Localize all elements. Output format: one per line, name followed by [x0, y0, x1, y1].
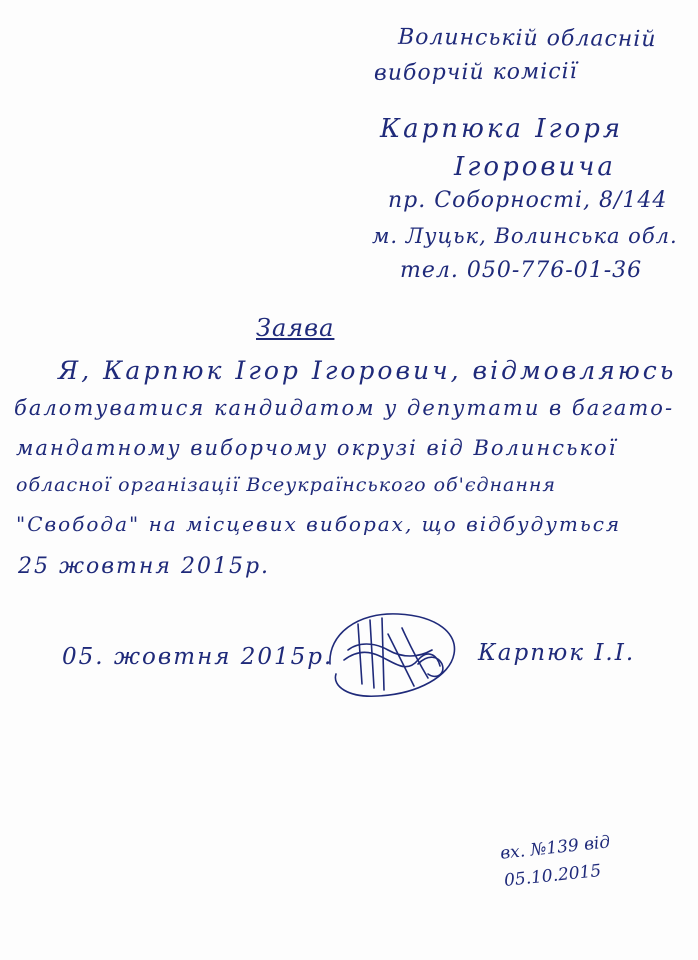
sender-line-1: Карпюка Ігоря: [380, 114, 624, 144]
signature-name: Карпюк І.І.: [478, 640, 636, 666]
address-line-2: м. Луцьк, Волинська обл.: [372, 224, 678, 248]
body-line-1: Я, Карпюк Ігор Ігорович, відмовляюсь: [58, 356, 677, 385]
document-title: Заява: [256, 314, 335, 342]
handwritten-signature: [318, 604, 478, 704]
registration-date: 05.10.2015: [503, 860, 603, 892]
registration-number: вх. №139 від: [499, 832, 612, 864]
body-line-6: 25 жовтня 2015р.: [18, 554, 271, 579]
body-line-5: "Свобода" на місцевих виборах, що відбудуться: [16, 512, 622, 536]
addressee-line-2: виборчій комісії: [373, 59, 578, 86]
body-line-4: обласної організації Всеукраїнського об'єднання: [16, 474, 556, 496]
sender-line-2: Ігоровича: [454, 152, 616, 182]
address-line-1: пр. Соборності, 8/144: [388, 188, 668, 213]
body-line-2: балотуватися кандидатом у депутати в багато-: [14, 396, 675, 420]
phone-line: тел. 050-776-01-36: [400, 258, 643, 283]
body-line-3: мандатному виборчому окрузі від Волинської: [16, 436, 618, 460]
addressee-line-1: Волинській обласній: [397, 24, 657, 53]
signing-date: 05. жовтня 2015р.: [62, 644, 334, 670]
